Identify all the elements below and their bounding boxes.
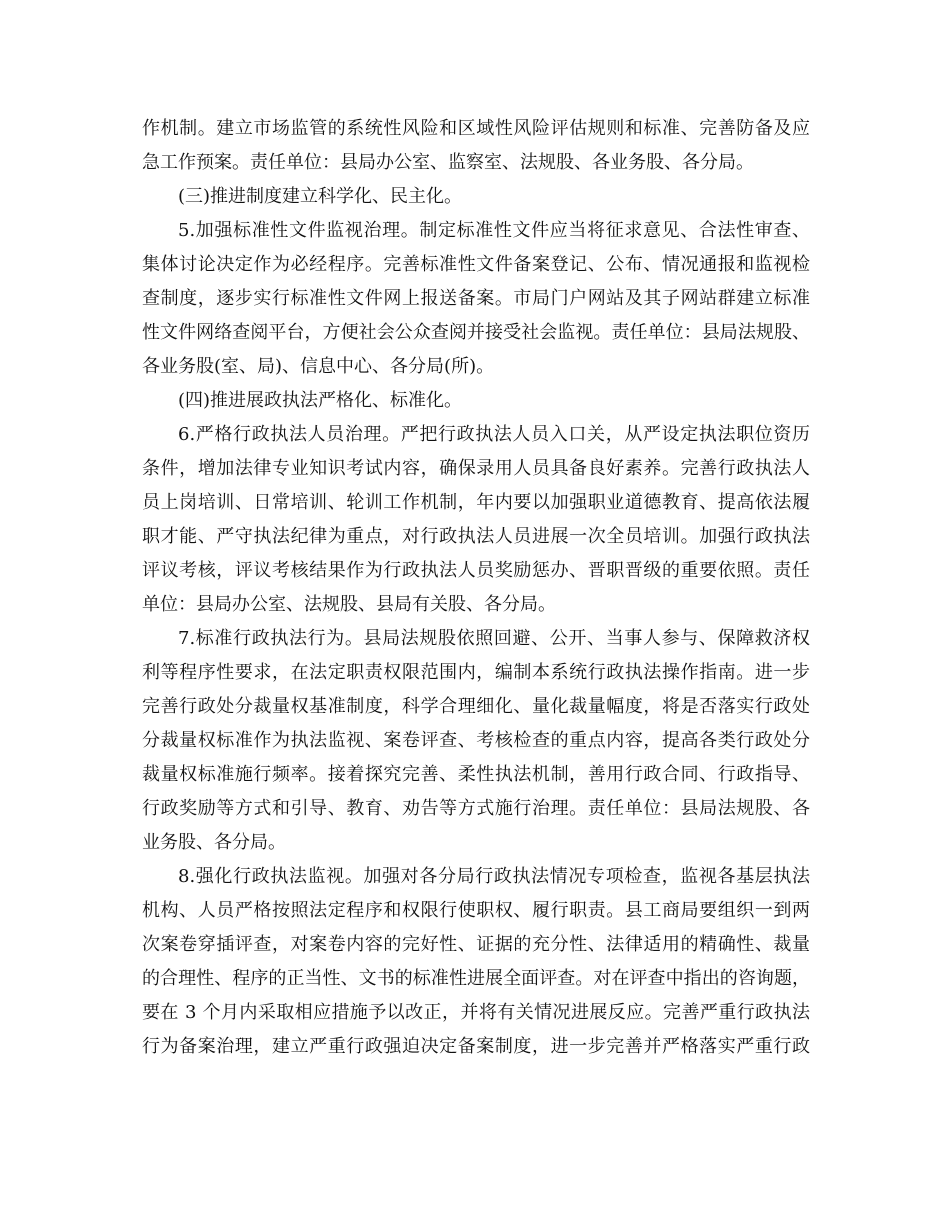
text-line: 业务股、各分局。 — [142, 832, 286, 853]
text-line: 机构、人员严格按照法定程序和权限行使职权、履行职责。县工商局要组织一到两 — [142, 900, 810, 921]
text-line: 职才能、严守执法纪律为重点，对行政执法人员进展一次全员培训。加强行政执法 — [142, 526, 810, 547]
text-line: 各业务股(室、局)、信息中心、各分局(所)。 — [142, 356, 495, 377]
text-line: (四)推进展政执法严格化、标准化。 — [178, 390, 463, 411]
text-line: (三)推进制度建立科学化、民主化。 — [178, 186, 463, 207]
text-line: 6.严格行政执法人员治理。严把行政执法人员入口关，从严设定执法职位资历 — [178, 424, 810, 445]
text-line: 7.标准行政执法行为。县局法规股依照回避、公开、当事人参与、保障救济权 — [178, 628, 810, 649]
text-line: 单位：县局办公室、法规股、县局有关股、各分局。 — [142, 594, 556, 615]
text-line: 性文件网络查阅平台，方便社会公众查阅并接受社会监视。责任单位：县局法规股、 — [142, 322, 810, 343]
text-line: 急工作预案。责任单位：县局办公室、监察室、法规股、各业务股、各分局。 — [142, 152, 754, 173]
text-line: 员上岗培训、日常培训、轮训工作机制，年内要以加强职业道德教育、提高依法履 — [142, 492, 810, 513]
text-line: 裁量权标准施行频率。接着探究完善、柔性执法机制，善用行政合同、行政指导、 — [142, 764, 810, 785]
text-line: 利等程序性要求，在法定职责权限范围内，编制本系统行政执法操作指南。进一步 — [142, 662, 810, 683]
text-line: 作机制。建立市场监管的系统性风险和区域性风险评估规则和标准、完善防备及应 — [142, 118, 810, 139]
text-line: 完善行政处分裁量权基准制度，科学合理细化、量化裁量幅度，将是否落实行政处 — [142, 696, 810, 717]
text-line: 分裁量权标准作为执法监视、案卷评查、考核检查的重点内容，提高各类行政处分 — [142, 730, 810, 751]
text-line: 次案卷穿插评查，对案卷内容的完好性、证据的充分性、法律适用的精确性、裁量 — [142, 934, 810, 955]
text-line: 要在 3 个月内采取相应措施予以改正，并将有关情况进展反应。完善严重行政执法 — [142, 1002, 810, 1023]
text-line: 5.加强标准性文件监视治理。制定标准性文件应当将征求意见、合法性审查、 — [178, 220, 810, 241]
text-line: 8.强化行政执法监视。加强对各分局行政执法情况专项检查，监视各基层执法 — [178, 866, 810, 887]
text-line: 评议考核，评议考核结果作为行政执法人员奖励惩办、晋职晋级的重要依照。责任 — [142, 560, 810, 581]
document-body — [142, 112, 810, 1064]
text-line: 查制度，逐步实行标准性文件网上报送备案。市局门户网站及其子网站群建立标准 — [142, 288, 810, 309]
text-line: 行政奖励等方式和引导、教育、劝告等方式施行治理。责任单位：县局法规股、各 — [142, 798, 810, 819]
text-line: 的合理性、程序的正当性、文书的标准性进展全面评查。对在评查中指出的咨询题， — [142, 968, 810, 989]
text-line: 集体讨论决定作为必经程序。完善标准性文件备案登记、公布、情况通报和监视检 — [142, 254, 810, 275]
text-line: 条件，增加法律专业知识考试内容，确保录用人员具备良好素养。完善行政执法人 — [142, 458, 810, 479]
text-line: 行为备案治理，建立严重行政强迫决定备案制度，进一步完善并严格落实严重行政 — [142, 1036, 810, 1057]
